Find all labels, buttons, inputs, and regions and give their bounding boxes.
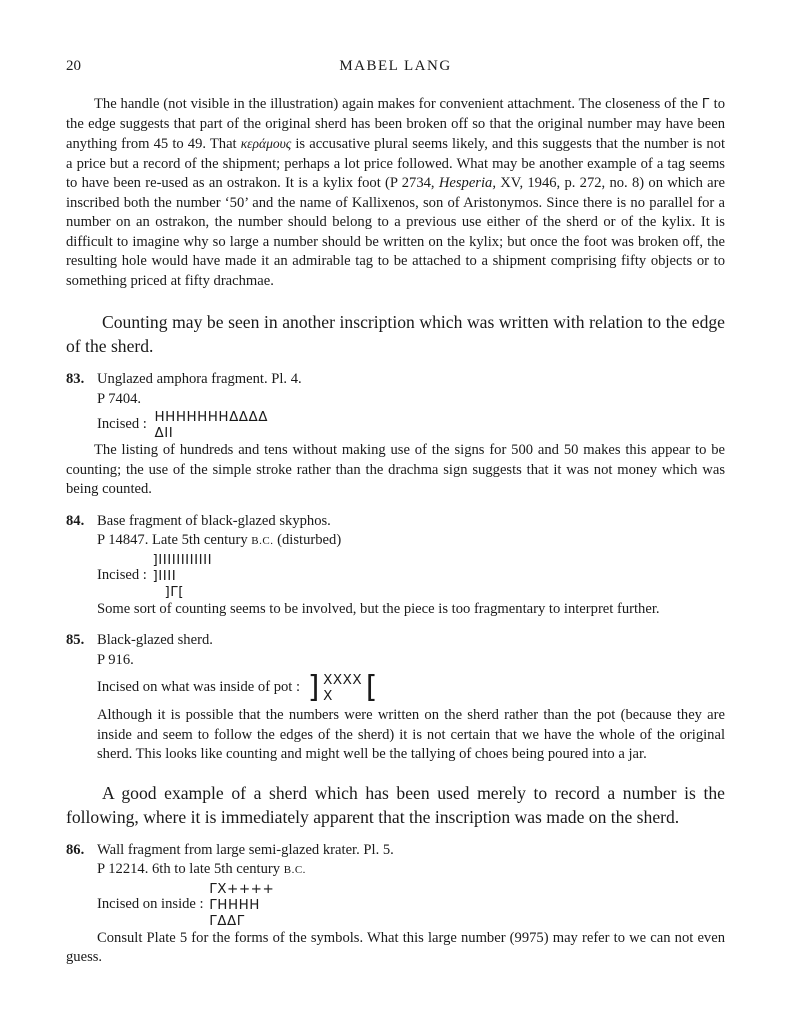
- inventory-number: P 12214. 6th to late 5th century: [97, 861, 281, 877]
- entry-number: 83.: [66, 371, 85, 387]
- entry-title: Base fragment of black-glazed skyphos.: [97, 512, 331, 529]
- entry-title: Wall fragment from large semi-glazed krater. Pl. 5.: [97, 841, 394, 858]
- running-head: MABEL LANG: [339, 58, 452, 74]
- incised-label: Incised on what was inside of pot :: [97, 679, 301, 696]
- inventory-line: [66, 860, 725, 881]
- symbol-line: ]Γ[: [164, 583, 185, 600]
- inventory-number: P 7404.: [97, 390, 142, 407]
- incised-label: Incised :: [97, 416, 147, 433]
- symbol-line: ]IIIIIIIIIIII: [152, 551, 213, 568]
- symbol-line: X: [323, 688, 333, 704]
- entry-title: Black-glazed sherd.: [97, 632, 213, 648]
- inscription-symbols: [209, 881, 274, 929]
- text-run: The handle (not visible in the illustration) again makes for convenient attachment. The closeness of the: [94, 96, 702, 112]
- catalog-entry-84: [66, 512, 725, 620]
- page-number: 20: [66, 58, 81, 74]
- incised-inscription: [66, 881, 725, 929]
- incised-label: Incised on inside :: [97, 895, 204, 912]
- journal-title: Hesperia,: [438, 175, 496, 191]
- page-header: [66, 58, 725, 78]
- entry-comment: Consult Plate 5 for the forms of the symbols. What this large number (9975) may refer to we can not even guess.: [66, 929, 725, 965]
- inscription-symbols: [155, 409, 269, 441]
- inventory-line: [66, 531, 725, 552]
- inventory-note: (disturbed): [277, 532, 342, 548]
- symbol-line: ΓX++++: [209, 880, 275, 897]
- incised-label: Incised :: [97, 566, 147, 583]
- entry-number: 85.: [66, 632, 85, 648]
- inscription-symbols: [153, 552, 213, 600]
- symbol-line: ΔII: [154, 425, 174, 441]
- entry-comment: The listing of hundreds and tens without making use of the signs for 500 and 50 makes this appear to be counting; the use of the simple stroke rather than the drachma sign suggests that it was not money which was being counted.: [66, 442, 725, 497]
- catalog-entry-85: [66, 631, 725, 765]
- text-run: XV, 1946, p. 272, no. 8) on which are inscribed both the number ‘50’ and the name of Kallixenos, son of Aristonymos. Since there is no parallel for a number on an ostrakon, the number should belong to a previous use either of the sherd or of the kylix. It is difficult to imagine why so large a number should be written on the kylix; but once the foot was broken off, the resulting hole would have made it an admirable tag to be attached to a shipment comprising fifty objects or to something priced at fifty drachmae.: [66, 175, 725, 289]
- catalog-entry-86: [66, 841, 725, 968]
- inventory-number: P 916.: [97, 651, 134, 668]
- large-paragraph-counting: Counting may be seen in another inscription which was written with relation to the edge of the sherd.: [66, 312, 725, 356]
- entry-comment: Although it is possible that the numbers were written on the sherd rather than the pot (because they are inside and seem to follow the edges of the sherd) it is not certain that we have the whole of the original sherd. This looks like counting and might well be the tallying of choes being poured into a jar.: [97, 707, 725, 762]
- entry-number: 84.: [66, 512, 85, 529]
- left-bracket: ]: [307, 670, 320, 705]
- body-text: [66, 95, 725, 968]
- entry-comment: Some sort of counting seems to be involved, but the piece is too fragmentary to interpret further.: [97, 600, 660, 617]
- symbol-line: ]IIII: [152, 567, 177, 584]
- text-run: to the edge suggests that part of the original sherd has been broken off so that the original number may have been anything from 45 to 49. That: [66, 96, 725, 152]
- text-run: is accusative plural seems likely, and this suggests that the number is not a price but a record of the shipment; perhaps a lot price followed. What may be another example of a tag seems to have been re-used as an ostrakon. It is a kylix foot (P 2734,: [66, 136, 725, 191]
- gamma-symbol: Γ: [701, 96, 710, 112]
- incised-inscription: [66, 552, 725, 600]
- inventory-number: P 14847. Late 5th century: [97, 532, 248, 548]
- right-bracket: [: [365, 670, 378, 705]
- symbol-line: HHHHHHHΔΔΔΔ: [154, 409, 269, 425]
- incised-inscription: [66, 409, 725, 441]
- large-paragraph-sherd: A good example of a sherd which has been used merely to record a number is the following, where it is immediately apparent that the inscription was made on the sherd.: [66, 782, 725, 827]
- symbol-line: XXXX: [323, 672, 363, 688]
- catalog-entry-83: [66, 370, 725, 500]
- incised-inscription: [66, 672, 725, 704]
- symbol-line: ΓΔΔΓ: [209, 912, 245, 929]
- date-era: B.C.: [251, 535, 274, 547]
- entry-number: 86.: [66, 841, 85, 858]
- date-era: B.C.: [283, 864, 306, 876]
- paragraph-handle: [66, 95, 725, 291]
- greek-word: κεράμους: [240, 136, 292, 151]
- inscription-symbols: [323, 672, 362, 704]
- entry-title: Unglazed amphora fragment. Pl. 4.: [97, 371, 302, 387]
- symbol-line: ΓHHHH: [209, 896, 260, 913]
